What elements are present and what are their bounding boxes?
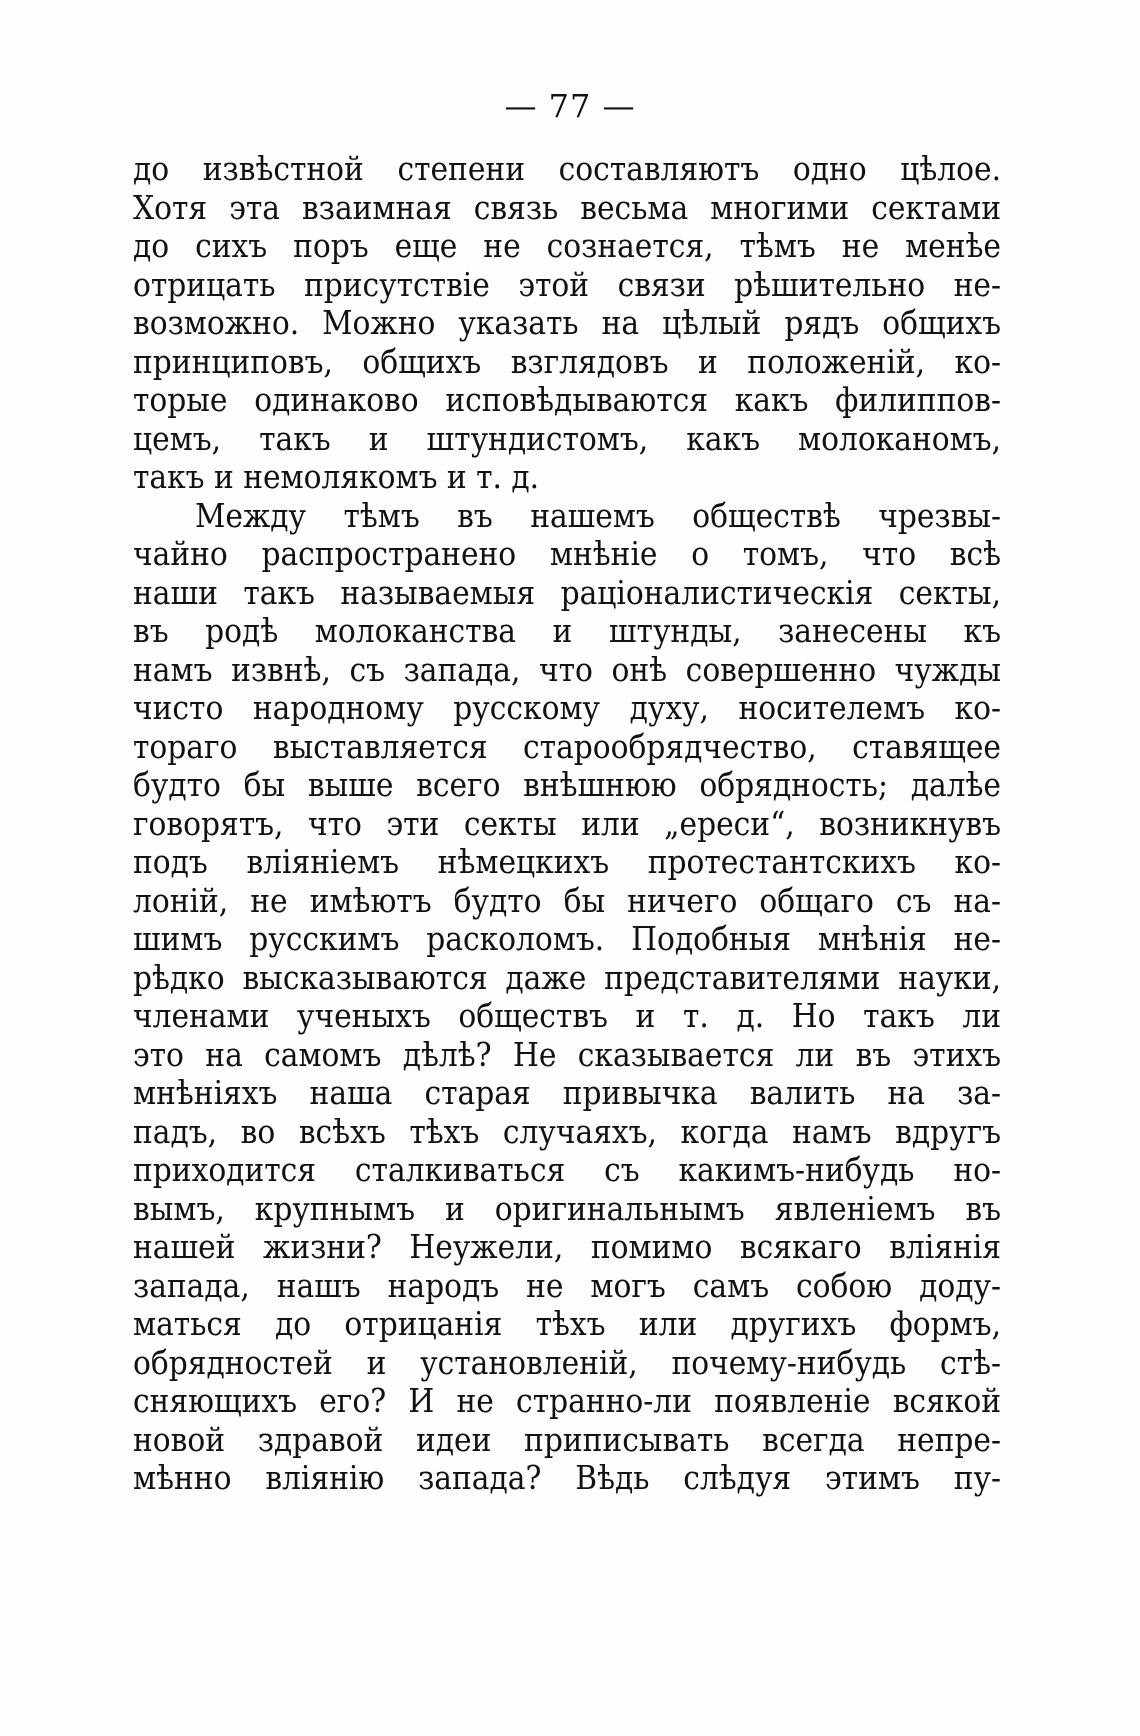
page-number: — 77 —	[504, 87, 636, 125]
text-line: сняющихъ его? И не странно-ли появленіе всякой	[133, 1381, 1001, 1420]
text-line: тораго выставляется старообрядчество, ставящее	[133, 726, 1001, 766]
text-line: Хотя эта взаимная связь весьма многими сектами	[133, 187, 1001, 227]
text-line: нашей жизни? Неужели, помимо всякаго вліянія	[133, 1227, 1001, 1266]
text-line: въ родѣ молоканства и штунды, занесены къ	[133, 611, 1001, 650]
text-line: шимъ русскимъ расколомъ. Подобныя мнѣнія не-	[133, 919, 1001, 958]
text-line: новой здравой идеи приписывать всегда непре-	[133, 1419, 1001, 1459]
paragraph-start-line: Между тѣмъ въ нашемъ обществѣ чрезвы-	[195, 495, 1001, 535]
text-line: приходится сталкиваться съ какимъ-нибудь но-	[133, 1150, 1001, 1189]
text-line: мнѣніяхъ наша старая привычка валить на за-	[133, 1073, 1001, 1112]
text-line: маться до отрицанія тѣхъ или другихъ формъ,	[133, 1304, 1001, 1343]
text-line: возможно. Можно указать на цѣлый рядъ общихъ	[133, 303, 1001, 342]
text-line: будто бы выше всего внѣшнюю обрядность; далѣе	[133, 765, 1001, 804]
text-line: рѣдко высказываются даже представителями науки,	[133, 957, 1001, 997]
text-line: отрицать присутствіе этой связи рѣшительно не-	[133, 264, 1001, 304]
text-line: падъ, во всѣхъ тѣхъ случаяхъ, когда намъ вдругъ	[133, 1111, 1001, 1151]
text-line: до сихъ поръ еще не сознается, тѣмъ не менѣе	[133, 226, 1001, 265]
body-text	[133, 150, 1001, 1498]
paragraph-end-line: такъ и немолякомъ и т. д.	[133, 457, 540, 496]
text-line: мѣнно вліянію запада? Вѣдь слѣдуя этимъ пу-	[133, 1458, 1001, 1497]
text-line: чайно распространено мнѣніе о томъ, что всѣ	[133, 534, 1001, 573]
text-line: наши такъ называемыя раціоналистическія секты,	[133, 572, 1001, 612]
text-line: обрядностей и установленій, почему-нибудь стѣ-	[133, 1342, 1001, 1382]
text-line: это на самомъ дѣлѣ? Не сказывается ли въ этихъ	[133, 1034, 1001, 1074]
text-line: чисто народному русскому духу, носителемъ ко-	[133, 688, 1001, 727]
text-line: до извѣстной степени составляютъ одно цѣлое.	[133, 149, 1001, 188]
text-line: подъ вліяніемъ нѣмецкихъ протестантскихъ ко-	[133, 842, 1001, 881]
text-line: лоній, не имѣютъ будто бы ничего общаго съ на-	[133, 880, 1001, 920]
text-line: говорятъ, что эти секты или „ереси“, возникнувъ	[133, 803, 1001, 843]
text-line: принциповъ, общихъ взглядовъ и положеній, ко-	[133, 341, 1001, 381]
text-line: намъ извнѣ, съ запада, что онѣ совершенно чужды	[133, 649, 1001, 689]
text-line: торые одинаково исповѣдываются какъ филиппов-	[133, 380, 1001, 419]
text-line: цемъ, такъ и штундистомъ, какъ молоканомъ,	[133, 418, 1001, 458]
text-line: вымъ, крупнымъ и оригинальнымъ явленіемъ въ	[133, 1188, 1001, 1228]
text-line: запада, нашъ народъ не могъ самъ собою доду-	[133, 1265, 1001, 1305]
text-line: членами ученыхъ обществъ и т. д. Но такъ ли	[133, 996, 1001, 1035]
